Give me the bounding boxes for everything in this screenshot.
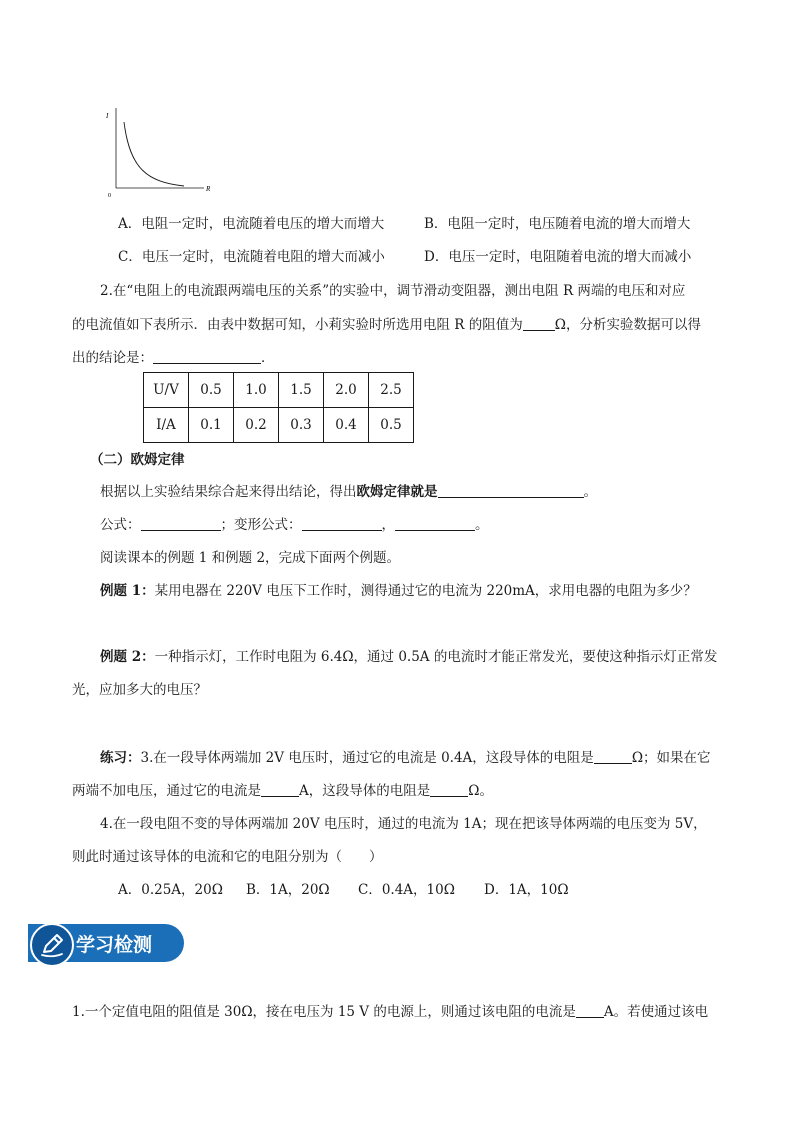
section-title-ohms-law: （二）欧姆定律: [90, 452, 185, 468]
check-q1-current-blank[interactable]: [576, 1003, 604, 1018]
practice-q4-line-1: 4.在一段电阻不变的导体两端加 20V 电压时，通过的电流为 1A；现在把该导体两端的电压变为 5V，: [100, 816, 707, 832]
table-cell: 0.2: [234, 408, 279, 443]
table-cell: 0.3: [279, 408, 324, 443]
table-row: [144, 373, 414, 408]
q2-line-1: 2.在“电阻上的电流跟两端电压的关系”的实验中，调节滑动变阻器，测出电阻 R 两端的电压和对应: [100, 283, 686, 299]
inverse-curve: [124, 122, 184, 186]
q4-option-b: B．1A，20Ω: [246, 882, 330, 898]
q4-option-d: D．1A，10Ω: [484, 882, 569, 898]
q2-line-3: 出的结论是： ．: [72, 350, 275, 366]
pencil-icon: [32, 925, 72, 965]
table-cell: 0.5: [189, 373, 234, 408]
q2-line-2: 的电流值如下表所示．由表中数据可知，小莉实验时所选用电阻 R 的阻值为 Ω，分析实验数据可以得: [72, 317, 701, 333]
q2-conclusion-blank[interactable]: [153, 349, 261, 364]
data-table: [143, 372, 414, 443]
q1-option-d: D．电压一定时，电阻随着电流的增大而减小: [424, 249, 692, 265]
section-banner-title: 学习检测: [76, 934, 153, 956]
x-axis-label: R: [206, 185, 211, 193]
y-axis-label: I: [106, 112, 109, 120]
table-cell: 0.5: [369, 408, 414, 443]
practice-q3-line-2: 两端不加电压，通过它的电流是 A，这段导体的电阻是 Ω。: [72, 783, 493, 799]
example-2-line-1: 例题 2：一种指示灯，工作时电阻为 6.4Ω，通过 0.5A 的电流时才能正常发光，要使这种指示灯正常发: [100, 649, 718, 665]
transform-blank-2[interactable]: [395, 516, 475, 531]
practice-q3-line-1: 练习：3.在一段导体两端加 2V 电压时，通过它的电流是 0.4A，这段导体的电阻是 Ω；如果在它: [100, 750, 711, 766]
pencil-badge: [30, 923, 74, 967]
table-cell: U/V: [144, 373, 189, 408]
q1-option-a: A．电阻一定时，电流随着电压的增大而增大: [118, 216, 385, 232]
q1-option-b: B．电阻一定时，电压随着电流的增大而增大: [424, 216, 691, 232]
table-cell: 2.0: [324, 373, 369, 408]
q4-option-a: A．0.25A，20Ω: [118, 882, 223, 898]
q3-current-blank[interactable]: [261, 782, 299, 797]
read-instruction: 阅读课本的例题 1 和例题 2，完成下面两个例题。: [100, 550, 401, 566]
table-cell: 0.1: [189, 408, 234, 443]
example-1: 例题 1：某用电器在 220V 电压下工作时，测得通过它的电流为 220mA，求用电器的电阻为多少？: [100, 583, 697, 599]
table-cell: I/A: [144, 408, 189, 443]
table-cell: 0.4: [324, 408, 369, 443]
i-r-graph: [100, 100, 220, 200]
q3-resistance-blank-2[interactable]: [430, 782, 468, 797]
practice-q4-line-2: 则此时通过该导体的电流和它的电阻分别为（ ）: [72, 849, 383, 865]
table-cell: 2.5: [369, 373, 414, 408]
table-cell: 1.5: [279, 373, 324, 408]
q3-resistance-blank[interactable]: [594, 749, 632, 764]
ohm-conclusion-line: 根据以上实验结果综合起来得出结论，得出欧姆定律就是 。: [100, 484, 597, 500]
transform-blank-1[interactable]: [302, 516, 382, 531]
formula-blank[interactable]: [141, 516, 221, 531]
check-q1-line-1: 1.一个定值电阻的阻值是 30Ω，接在电压为 15 V 的电源上，则通过该电阻的电流是 A。若使通过该电: [72, 1004, 709, 1020]
origin-label: 0: [108, 193, 111, 199]
table-row: [144, 408, 414, 443]
example-2-line-2: 光，应加多大的电压？: [72, 682, 207, 698]
q4-option-c: C．0.4A，10Ω: [358, 882, 455, 898]
q1-option-c: C．电压一定时，电流随着电阻的增大而减小: [118, 249, 385, 265]
ohm-law-blank[interactable]: [438, 483, 584, 498]
q2-resistance-blank[interactable]: [523, 316, 555, 331]
table-cell: 1.0: [234, 373, 279, 408]
formula-line: 公式： ；变形公式： ， 。: [100, 517, 489, 533]
